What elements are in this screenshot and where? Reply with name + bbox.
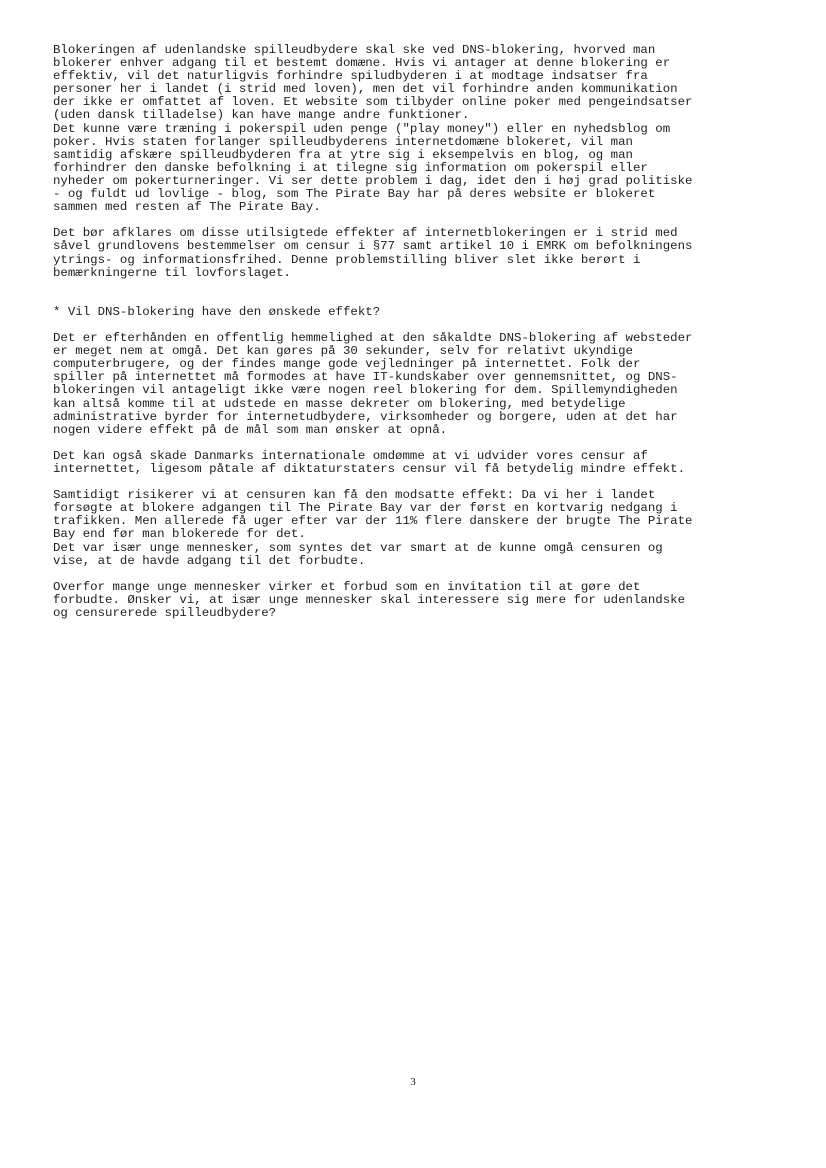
text-line: er meget nem at omgå. Det kan gøres på 30 sekunder, selv for relativt ukyndige <box>53 344 633 359</box>
text-line: nogen videre effekt på de mål som man ønsker at opnå. <box>53 422 448 437</box>
text-line: såvel grundlovens bestemmelser om censur i §77 samt artikel 10 i EMRK om befolkningens <box>53 239 693 254</box>
text-line: ytrings- og informationsfrihed. Denne problemstilling bliver slet ikke berørt i <box>53 252 641 267</box>
text-line: sammen med resten af The Pirate Bay. <box>53 200 321 215</box>
page-number: 3 <box>410 1076 416 1088</box>
text-line: Det var især unge mennesker, som syntes det var smart at de kunne omgå censuren og <box>53 540 663 555</box>
text-line: kan altså komme til at udstede en masse dekreter om blokering, med betydelige <box>53 396 626 411</box>
text-line: og censurerede spilleudbydere? <box>53 606 277 621</box>
text-line: - og fuldt ud lovlige - blog, som The Pirate Bay har på deres website er blokeret <box>53 187 656 202</box>
text-line: blokeringen vil antageligt ikke være nogen reel blokering for dem. Spillemyndigheden <box>53 383 678 398</box>
text-line: internettet, ligesom påtale af diktaturstaters censur vil få betydelig mindre effekt. <box>53 462 686 476</box>
paragraph-invitation <box>53 581 793 620</box>
text-line: Bay end før man blokerede for det. <box>53 527 306 542</box>
text-line: bemærkningerne til lovforslaget. <box>53 265 291 280</box>
heading-line: * Vil DNS-blokering have den ønskede effekt? <box>53 304 381 319</box>
text-line: Det bør afklares om disse utilsigtede effekter af internetblokeringen er i strid med <box>53 226 678 241</box>
text-line: computerbrugere, og der findes mange gode vejledninger på internettet. Folk der <box>53 357 641 372</box>
text-line: der ikke er omfattet af loven. Et website som tilbyder online poker med pengeindsatser <box>53 95 693 110</box>
paragraph-play-money <box>53 123 793 215</box>
text-line: effektiv, vil det naturligvis forhindre spiludbyderen i at modtage indsatser fra <box>53 69 648 84</box>
paragraph-easy-to-bypass <box>53 332 793 437</box>
paragraph-dns-blocking-intro <box>53 44 793 123</box>
document-body <box>53 44 793 633</box>
text-line: Det kan også skade Danmarks internationale omdømme at vi udvider vores censur af <box>53 448 648 463</box>
section-heading-dns-effect <box>53 306 793 319</box>
text-line: administrative byrder for internetudbydere, virksomheder og borgere, uden at det har <box>53 409 678 424</box>
paragraph-young-people <box>53 542 793 568</box>
paragraph-opposite-effect <box>53 489 793 541</box>
blank-line <box>53 293 793 306</box>
paragraph-censorship-question <box>53 227 793 279</box>
text-line: trafikken. Men allerede få uger efter var der 11% flere danskere der brugte The Pirate <box>53 514 693 529</box>
text-line: poker. Hvis staten forlanger spilleudbyderens internetdomæne blokeret, vil man <box>53 134 633 149</box>
text-line: samtidig afskære spilleudbyderen fra at ytre sig i eksempelvis en blog, og man <box>53 147 633 162</box>
text-line: Samtidigt risikerer vi at censuren kan få den modsatte effekt: Da vi her i landet <box>53 488 656 503</box>
text-line: Det kunne være træning i pokerspil uden penge ("play money") eller en nyhedsblog om <box>53 121 671 136</box>
text-line: spiller på internettet må formodes at have IT-kundskaber over gennemsnittet, og DNS- <box>53 370 678 385</box>
text-line: blokerer enhver adgang til et bestemt domæne. Hvis vi antager at denne blokering er <box>53 56 671 71</box>
paragraph-reputation <box>53 450 793 476</box>
text-line: vise, at de havde adgang til det forbudte. <box>53 553 366 568</box>
text-line: forhindrer den danske befolkning i at tilegne sig information om pokerspil eller <box>53 160 648 175</box>
text-line: personer her i landet (i strid med loven), men det vil forhindre anden kommunikation <box>53 82 678 97</box>
text-line: (uden dansk tilladelse) kan have mange andre funktioner. <box>53 108 470 123</box>
text-line: forbudte. Ønsker vi, at især unge mennesker skal interessere sig mere for udenlandske <box>53 592 686 607</box>
text-line: Det er efterhånden en offentlig hemmelighed at den såkaldte DNS-blokering af websteder <box>53 331 693 346</box>
text-line: Overfor mange unge mennesker virker et forbud som en invitation til at gøre det <box>53 579 641 594</box>
text-line: forsøgte at blokere adgangen til The Pirate Bay var der først en kortvarig nedgang i <box>53 501 678 516</box>
text-line: nyheder om pokerturneringer. Vi ser dette problem i dag, idet den i høj grad politiske <box>53 173 693 188</box>
text-line: Blokeringen af udenlandske spilleudbydere skal ske ved DNS-blokering, hvorved man <box>53 43 656 57</box>
